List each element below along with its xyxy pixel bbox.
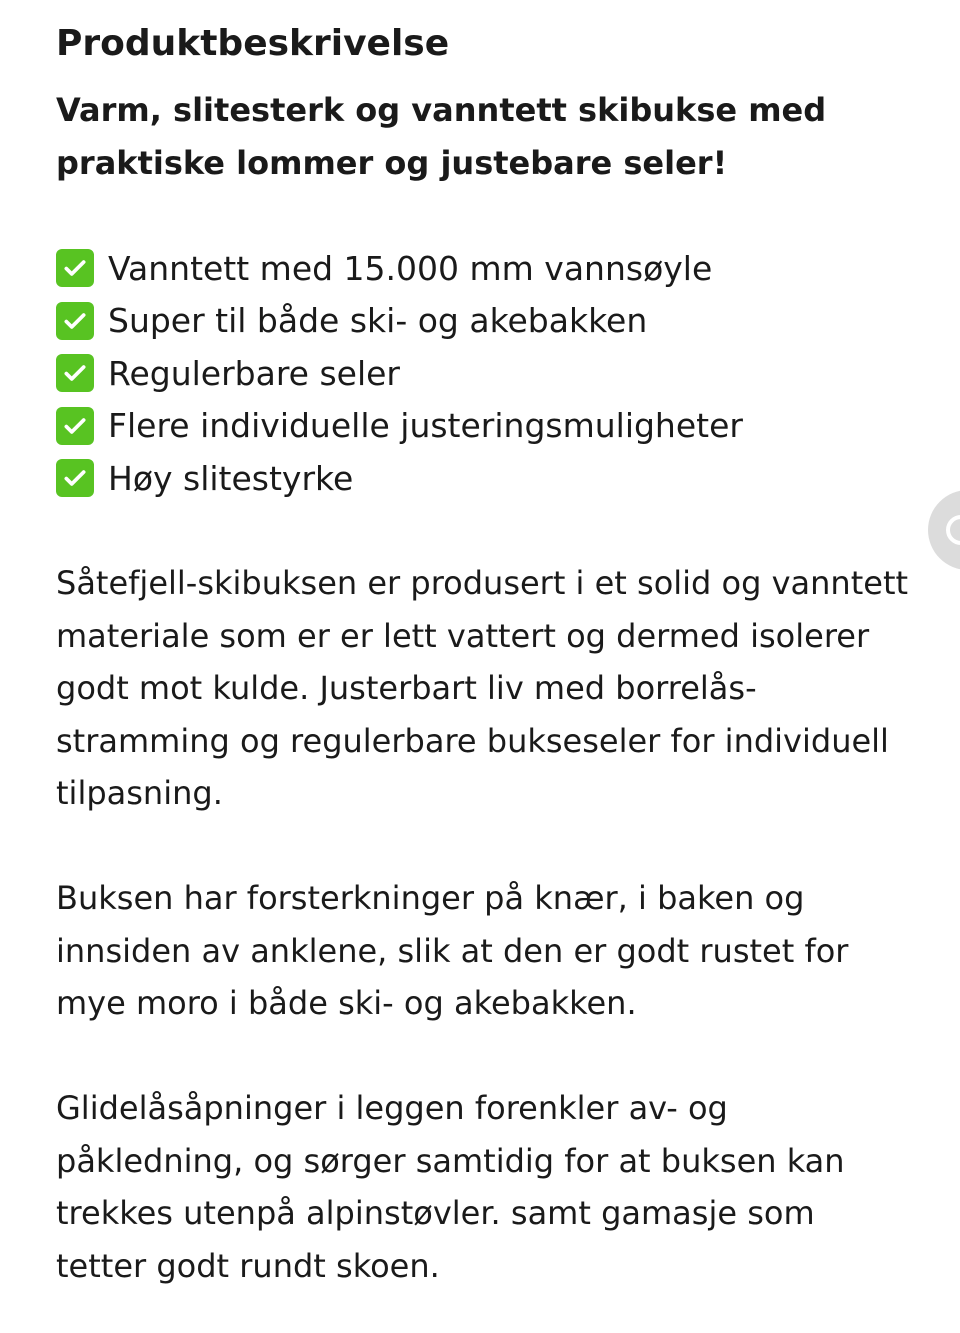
description-paragraph [56, 557, 960, 820]
page-title: Produktbeskrivelse [56, 23, 450, 64]
check-mark-icon [56, 249, 94, 287]
list-item [56, 452, 743, 505]
paragraph-line: godt mot kulde. Justerbart liv med borrelås- [56, 669, 757, 707]
check-mark-icon [56, 354, 94, 392]
list-item [56, 400, 743, 453]
paragraph-line: tetter godt rundt skoen. [56, 1246, 440, 1285]
paragraph-line: Såtefjell-skibuksen er produsert i et solid og vanntett [56, 564, 909, 602]
description-paragraph [56, 1082, 960, 1292]
description-paragraph [56, 872, 960, 1030]
list-item [56, 295, 743, 348]
paragraph-line: trekkes utenpå alpinstøvler. samt gamasje som [56, 1194, 815, 1232]
feature-label: Vanntett med 15.000 mm vannsøyle [108, 248, 713, 288]
paragraph-line: tilpasning. [56, 774, 223, 812]
feature-label: Super til både ski- og akebakken [108, 301, 648, 341]
feature-list [56, 242, 743, 505]
paragraph-line: mye moro i både ski- og akebakken. [56, 984, 637, 1022]
paragraph-line: påkledning, og sørger samtidig for at buksen kan [56, 1141, 845, 1180]
check-mark-icon [56, 459, 94, 497]
feature-label: Regulerbare seler [108, 353, 400, 393]
paragraph-line: materiale som er er lett vattert og dermed isolerer [56, 616, 870, 655]
check-mark-icon [56, 302, 94, 340]
feature-label: Høy slitestyrke [108, 458, 354, 498]
check-mark-icon [56, 407, 94, 445]
paragraph-line: innsiden av anklene, slik at den er godt rustet for [56, 931, 849, 970]
paragraph-line: stramming og regulerbare bukseseler for individuell [56, 721, 889, 760]
paragraph-line: Buksen har forsterkninger på knær, i baken og [56, 879, 805, 917]
list-item [56, 242, 743, 295]
circle-icon [946, 515, 960, 545]
product-subtitle: Varm, slitesterk og vanntett skibukse med praktiske lommer og justebare seler! [56, 91, 827, 182]
paragraph-line: Glidelåsåpninger i leggen forenkler av- og [56, 1089, 728, 1127]
list-item [56, 347, 743, 400]
feature-label: Flere individuelle justeringsmuligheter [108, 406, 743, 446]
